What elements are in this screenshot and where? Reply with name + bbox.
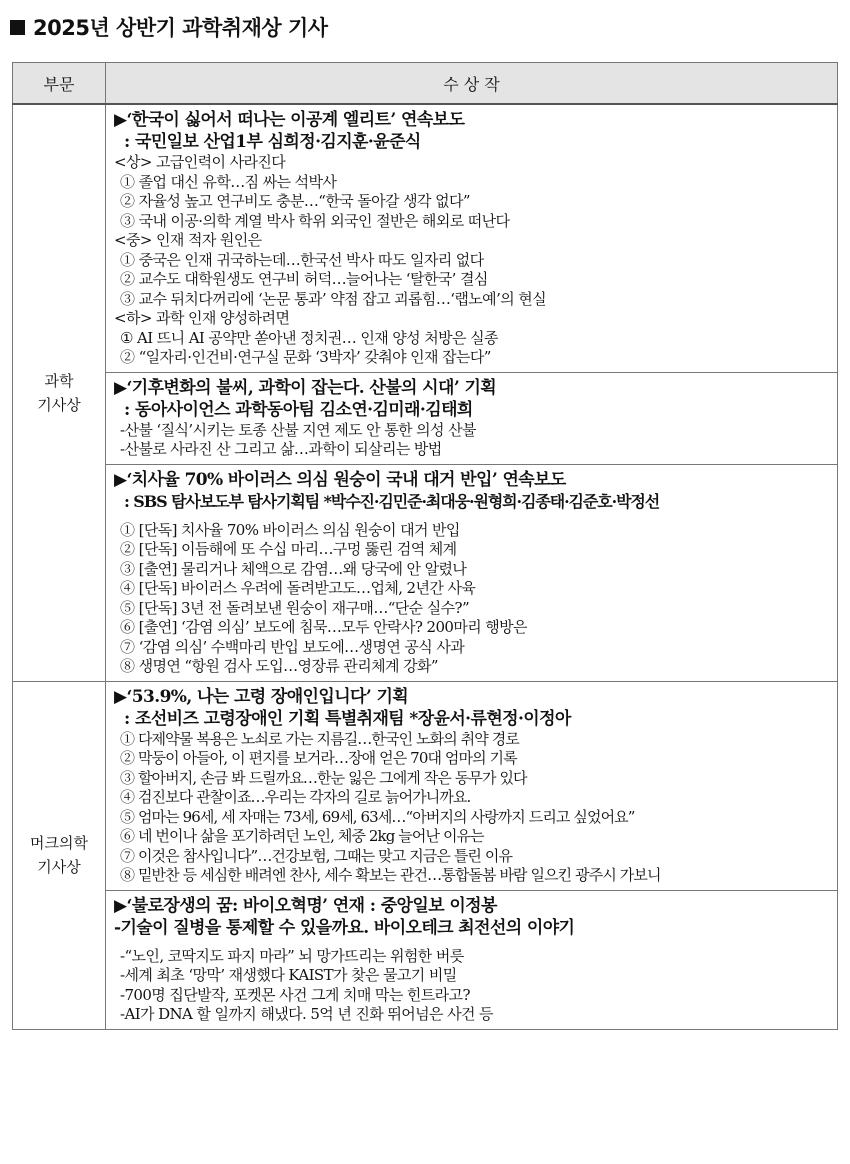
category-cell [13, 681, 106, 1029]
list-item: ⑦ ‘감염 의심’ 수백마리 반입 보도에…생명연 공식 사과 [120, 637, 465, 656]
category-label: 과학 [44, 371, 74, 390]
list-item: ④ [단독] 바이러스 우려에 돌려받고도…업체, 2년간 사육 [120, 579, 476, 597]
list-item: -“노인, 코딱지도 파지 마라” 뇌 망가뜨리는 위험한 버릇 [120, 946, 464, 965]
category-label: 머크의학 [30, 834, 88, 852]
document-title-text: 2025년 상반기 과학취재상 기사 [33, 16, 328, 40]
document-title [10, 12, 328, 42]
list-item: ① [단독] 치사율 70% 바이러스 의심 원숭이 대거 반입 [120, 520, 460, 539]
table-row [13, 372, 838, 464]
table-row [13, 681, 838, 890]
list-item: -산불 ‘질식’시키는 토종 산불 지연 제도 안 통한 의성 산불 [120, 420, 476, 439]
table-row [13, 104, 838, 372]
category-label: 기사상 [37, 395, 81, 414]
group-label: <중> 인재 적자 원인은 [114, 231, 262, 249]
square-bullet-icon [10, 20, 25, 35]
group-label: <상> 고급인력이 사라진다 [114, 153, 286, 171]
table-row [13, 890, 838, 1029]
list-item: ① 다제약물 복용은 노쇠로 가는 지름길…한국인 노화의 취약 경로 [120, 729, 519, 748]
list-item: ③ 할아버지, 손금 봐 드릴까요…한눈 잃은 그에게 작은 동무가 있다 [120, 768, 527, 787]
entry-headline: ▶‘기후변화의 불씨, 과학이 잡는다. 산불의 시대’ 기획 [114, 377, 497, 398]
entry-subhead: -기술이 질병을 통제할 수 있을까요. 바이오테크 최전선의 이야기 [114, 917, 575, 938]
entry-headline: ▶‘한국이 싫어서 떠나는 이공계 엘리트’ 연속보도 [114, 110, 465, 130]
list-item: ② “일자리·인건비·연구실 문화 ‘3박자’ 갖춰야 인재 잡는다” [120, 348, 491, 366]
award-entry [106, 372, 838, 464]
list-item: ① 중국은 인재 귀국하는데…한국선 박사 따도 일자리 없다 [120, 250, 484, 269]
entry-byline: : 조선비즈 고령장애인 기획 특별취재팀 *장윤서·류현정·이정아 [124, 708, 571, 729]
list-item: -산불로 사라진 산 그리고 삶…과학이 되살리는 방법 [120, 440, 442, 458]
list-item: ① AI 뜨니 AI 공약만 쏟아낸 정치권… 인재 양성 처방은 실종 [120, 328, 498, 347]
header-awards: 수 상 작 [106, 63, 838, 105]
list-item: ② 교수도 대학원생도 연구비 허덕…늘어나는 ‘탈한국’ 결심 [120, 270, 488, 288]
list-item: ② 자율성 높고 연구비도 충분…“한국 돌아갈 생각 없다” [120, 192, 470, 210]
list-item: ① 졸업 대신 유학…짐 싸는 석박사 [120, 172, 337, 191]
entry-byline: : 동아사이언스 과학동아팀 김소연·김미래·김태희 [124, 399, 473, 420]
list-item: ⑤ 엄마는 96세, 세 자매는 73세, 69세, 63세…“아버지의 사랑까지 드리고 싶었어요” [120, 807, 635, 826]
entry-headline: ▶‘53.9%, 나는 고령 장애인입니다’ 기획 [114, 686, 409, 707]
list-item: ⑧ 생명연 “항원 검사 도입…영장류 관리체계 강화” [120, 657, 438, 675]
list-item: -세계 최초 ‘망막’ 재생했다 KAIST가 찾은 물고기 비밀 [120, 966, 457, 984]
list-item: ③ [출연] 물리거나 체액으로 감염…왜 당국에 안 알렸나 [120, 559, 467, 578]
table-header-row [13, 63, 838, 105]
category-label: 기사상 [37, 858, 81, 876]
list-item: ⑤ [단독] 3년 전 돌려보낸 원숭이 재구매…“단순 실수?” [120, 598, 470, 617]
award-entry [106, 464, 838, 681]
entry-headline: ▶‘치사율 70% 바이러스 의심 원숭이 국내 대거 반입’ 연속보도 [114, 469, 566, 490]
group-label: <하> 과학 인재 양성하려면 [114, 309, 290, 327]
award-entry [106, 104, 838, 372]
list-item: ③ 교수 뒤치다꺼리에 ‘논문 통과’ 약점 잡고 괴롭힘…‘랩노예’의 현실 [120, 289, 547, 308]
table-row [13, 464, 838, 681]
list-item: ④ 검진보다 관찰이죠…우리는 각자의 길로 늙어가니까요. [120, 788, 471, 806]
list-item: -700명 집단발작, 포켓몬 사건 그게 치매 막는 힌트라고? [120, 985, 470, 1004]
award-entry [106, 681, 838, 890]
entry-byline: : 국민일보 산업1부 심희정·김지훈·윤준식 [124, 132, 421, 152]
list-item: ⑦ 이것은 참사입니다”…건강보험, 그때는 맞고 지금은 틀린 이유 [120, 846, 513, 865]
list-item: -AI가 DNA 할 일까지 해냈다. 5억 년 진화 뛰어넘은 사건 등 [120, 1005, 493, 1023]
entry-byline: : SBS 탐사보도부 탐사기획팀 *박수진·김민준·최대웅·원형희·김종태·김준호·박정선 [124, 491, 660, 511]
awards-table [12, 62, 838, 1030]
list-item: ⑥ 네 번이나 삶을 포기하려던 노인, 체중 2kg 늘어난 이유는 [120, 827, 484, 845]
award-entry [106, 890, 838, 1029]
list-item: ② 막둥이 아들아, 이 편지를 보거라…장애 얻은 70대 엄마의 기록 [120, 749, 517, 767]
list-item: ③ 국내 이공·의학 계열 박사 학위 외국인 절반은 해외로 떠난다 [120, 211, 510, 230]
category-cell [13, 104, 106, 681]
list-item: ② [단독] 이듬해에 또 수십 마리…구멍 뚫린 검역 체계 [120, 540, 457, 558]
list-item: ⑥ [출연] ‘감염 의심’ 보도에 침묵…모두 안락사? 200마리 행방은 [120, 618, 527, 636]
entry-headline: ▶‘불로장생의 꿈: 바이오혁명’ 연재 : 중앙일보 이정봉 [114, 895, 497, 916]
list-item: ⑧ 밑반찬 등 세심한 배려엔 찬사, 세수 확보는 관건…통합돌봄 바람 일으킨 광주시 가보니 [120, 866, 661, 884]
header-category: 부문 [13, 63, 106, 105]
